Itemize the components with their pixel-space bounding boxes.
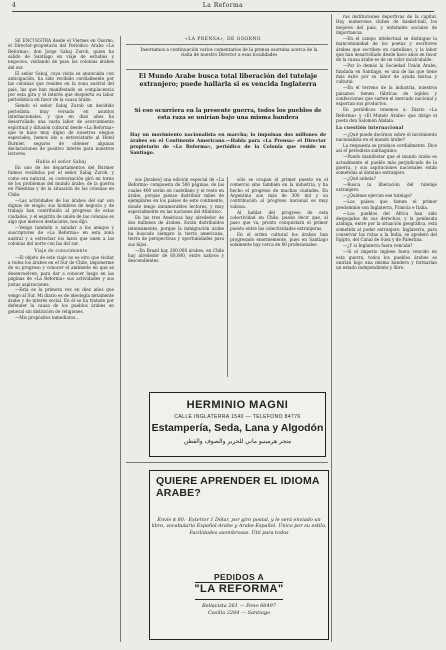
ad-address-line: Bellavista 261 — Fono 66497 [201, 603, 277, 609]
column-right [336, 14, 437, 644]
ad-contact [150, 603, 328, 616]
newspaper-title: La Reforma [202, 2, 244, 9]
article-paragraph: —En Brasil hay 200.000 árabes; en Chile hay alrededor de 60.000, entre nativos y descendientes. [128, 247, 224, 264]
ad-newspaper-name: "LA REFORMA" [194, 583, 284, 595]
article-paragraph: —Puedo manifestar que el mundo árabe es actualmente el pueblo más perjudicado de la guerra, y sus aspiraciones nacionales están sometidas al dominio extranjero. [336, 154, 437, 176]
ad-order-label: PEDIDOS A [213, 572, 265, 582]
article-paragraph: —¿Qué puede decirnos sobre el movimiento nacionalista en el mundo árabe? [336, 131, 437, 142]
article-paragraph: En el orden cultural los árabes han progresado enormemente, pues en Santiago solamente hay cerca de 80 profesionales. [230, 231, 328, 248]
column-middle-right [230, 177, 328, 367]
ad-arabic-line: متجر هرمينيو ماني للحرير والصوف والقطن [183, 438, 292, 445]
ad-address-line: Casilla 2284 — Santiago [207, 609, 271, 616]
ad-rule [195, 599, 283, 600]
article-paragraph: —¿Quiénes ejercen ese tutelaje? [343, 193, 412, 199]
page-header [12, 2, 434, 12]
article-paragraph: —Si el imperio inglese fuera vencido en esta guerra, todos los pueblos árabes se unirían bajo una misma bandera y formarían un estado independiente y libre. [336, 249, 437, 271]
article-paragraph: —El objeto de este viaje no es otro que visitar a todos los árabes en el Sur de Chile, imponerme de su progreso y conocer el ambiente en que se desenvuelven, para dar a conocer luego en las páginas de «La Reforma» sus actividades y sus justas aspiraciones. [8, 254, 114, 287]
subheading: Habla el señor Sabaj [35, 158, 87, 164]
article-paragraph: —Busca la liberación del tutelaje extranjero. [336, 182, 437, 193]
column-divider [227, 177, 228, 377]
article-paragraph: sos [Arabes] una edición especial de «La Reforma» compuesta de 500 páginas, de las cuales 400 serán en castellano y el resto en árabe, porque pienso distribuir miles de ejemplares en los países de este continente, donde tengo innumerables lectores, y muy especialmente en las naciones del Atlántico. [128, 177, 224, 215]
article-paragraph: —En el terreno de la industria, nuestros paisanos tienen fábricas de tejidos y confecciones que surten el mercado nacional y exportan sus productos. [336, 85, 437, 107]
article-paragraph: En uno de los departamentos del Burnier fuimos recibidos por el señor Sabaj Zurob, y como era natural, su conversación giró en torno de los problemas del mundo árabe, de la guerra en Palestina y de la situación de las colonias en Chile. [8, 165, 114, 197]
advertisement-arabic-lessons [149, 470, 329, 640]
article-paragraph: ras instituciones deportivas de la capital. Hay numerosos clubes de basket-ball, los mejores del país, y entidades sociales de importancia. [336, 14, 437, 36]
section-heading: «LA PRENSA», DE OSORNO [185, 37, 261, 42]
article-paragraph: —Los pueblos del África han sido despojados de sus derechos, y la península arábiga, entre por la situación geográfica, está sometida al poder extranjero. Inglaterra, para conservar las rutas a la India, se apoderó del Egipto, del Canal de Suez y de Palestina. [336, 210, 437, 243]
article-paragraph: —¿Y si Inglaterra fuera vencida? [343, 243, 413, 249]
article-paragraph: —¿Qué anhela? [343, 176, 376, 182]
main-headline: El Mundo Arabe busca total liberación del tutelaje extranjero; puede hallarla si es vencida Inglaterra [138, 73, 318, 88]
column-divider [120, 36, 121, 642]
page-number: 4 [12, 2, 16, 9]
article-paragraph: —Esta es la primera vez en diez años que vengo al Sur. Mi diario es de ideología netamente árabe y de interés social. En él se ha tratado por defender la causa de los pueblos árabes en general sin distinción de religiones. [8, 287, 114, 314]
article-paragraph: —Las actividades de los árabes del sur son dignas de elogio; sus hombres de negocio y de trabajo han contribuido al progreso de estas ciudades, y el espíritu de unión de las colonias es algo que merece destacarse, nos dijo. [8, 197, 114, 225]
headline-deck: Si eso ocurriera en la presente guerra, todos los pueblos de esta raza se unirían bajo una misma bandera [134, 108, 322, 121]
article-paragraph: SE ENCUESTRA desde el Viernes en Osorno, el Director-propietario del Periódico Arabe «La Reforma», don Jorge Sabaj Zurob, quien ha salido de Santiago en viaje de estudios y negocios, visitando de paso las colonias árabes del sur. [8, 38, 114, 70]
section-rule [126, 69, 328, 70]
column-left [8, 38, 114, 643]
ad-business-name: HERMINIO MAGNI [186, 399, 289, 411]
article-paragraph: El señor Sabaj, cuya visita se anunciaba con anticipación, ha sido recibido cordialmente por las colonias que residen en la zona austral del país, las que han manifestado su complacencia por esta gira y el interés que despierta su labor periodística en favor de la causa árabe. [8, 70, 114, 103]
article-paragraph: En las tres Américas hay alrededor de dos millones de árabes. Están distribuidos intensamente, porque la inmigración árabe ha buscado siempre la tierra americana, tierra de perspectivas y oportunidades para sus hijos. [128, 215, 224, 247]
article-paragraph: —Mis propósitos inmediatos... [15, 314, 80, 320]
ad-address: CALLE INGLATERRA 1540 — TELEFONO 84776 [174, 414, 301, 420]
ad-products: Estampería, Seda, Lana y Algodón [151, 422, 324, 434]
subheading: Viaje de conocimiento [34, 248, 88, 254]
subheading: La cuestión internacional [336, 125, 404, 131]
headline-subdeck: Hay un movimiento nacionalista en marcha; lo impulsan dos millones de árabes en el Continente Americano.—Habla para «La Prensa» el Director propietario de «La Reforma», periódico de la Colonia que reside en Santiago. [130, 133, 326, 156]
section-intro: Insertamos a continuación varios comentarios de la prensa osornina acerca de la visita de nuestro Director a esas localidades [140, 48, 318, 59]
column-divider [331, 14, 332, 642]
article-paragraph: —Vengo también a saludar a los amigos y suscriptores de «La Reforma» en esta zona austral y a estrechar los lazos que unen a las colonias del norte con las del sur. [8, 225, 114, 247]
article-paragraph: En periódicos tenemos a: Diario «La Reforma» y «El Mundo Árabe» que dirige el poeta don Salomón Abdala. [336, 107, 437, 123]
header-rule [12, 11, 434, 12]
article-paragraph: —En el campo intelectual se distingue la mancomunidad de los poetas y escritores árabes que escriben en castellano, y la labor que han desarrollado desde hace años en favor de la causa árabe es de un valor incalculable. [336, 35, 437, 63]
column-middle-left [128, 177, 224, 382]
ad-offer-text: Envíe $ 80.- Exterior 1 Dólar, por giro postal, y le será enviado un libro, vocabulario Español-Arabe y Arabe-Español. Único por su estilo. Facilidades asombrosas. Útil para todos [151, 517, 327, 536]
ad-question: QUIERE APRENDER EL IDIOMA ARABE? [156, 475, 320, 499]
article-paragraph: La respuesta se produce cordialmente. Dice así el periodista santiaguino: [336, 142, 437, 154]
article-paragraph: Siendo el señor Sabaj Zurob un decidido periodista, muy versado en asuntos internacionales, y que en diez años ha desarrollado una vasta labor de acercamiento espiritual y difusión cultural desde «La Reforma» que le hace muy digno de nuestros elogios especiales, hemos ido a entrevistarle al Hotel Burnier, seguros de obtener algunas declaraciones de positivo interés para nuestros lectores. [8, 103, 114, 157]
section-rule [126, 462, 328, 463]
article-paragraph: —Por lo demás la Sociedad Unión Árabe, fundada en Santiago, es una de las que tiene más éxito por su labor de ayuda mutua y cultural. [336, 63, 437, 85]
section-rule [126, 44, 328, 45]
article-paragraph: sólo se ocupan el primer puesto en el comercio sino también en la industria, y ha hecho el progreso de muchas ciudades. En Argentina son más de 300 mil y su contribución al progreso nacional es muy valiosa. [230, 177, 328, 209]
article-paragraph: —Los países que tienen el primer predominio son Inglaterra, Francia e Italia. [336, 199, 437, 210]
article-paragraph: Al hablar del progreso de esta colectividad en Chile, puedo decir que, al paso que va, pronto conquistará el primer puesto entre las colectividades extranjeras. [230, 209, 328, 231]
advertisement-magni [149, 392, 326, 457]
